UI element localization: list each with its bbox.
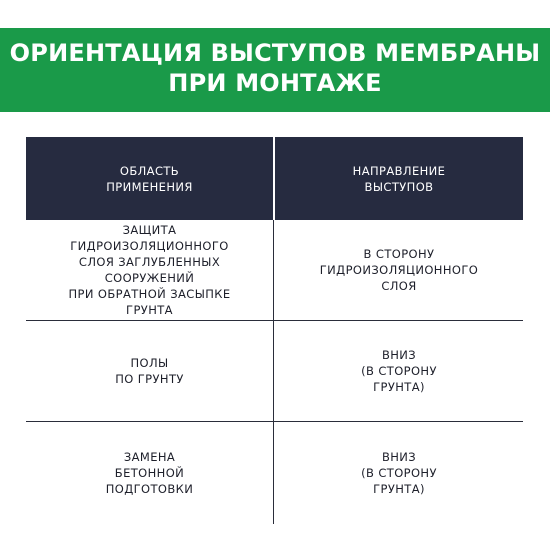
cell-text: ПОДГОТОВКИ <box>105 482 194 496</box>
table-row-2-application <box>26 321 273 421</box>
page-title-line-1: ОРИЕНТАЦИЯ ВЫСТУПОВ МЕМБРАНЫ <box>9 39 541 67</box>
header-text: ВЫСТУПОВ <box>364 179 434 194</box>
table-row-1-application <box>26 220 273 320</box>
cell-text: ГИДРОИЗОЛЯЦИОННОГО <box>319 263 479 277</box>
cell-text: ГРУНТА) <box>373 482 425 496</box>
table-row-2-direction <box>275 321 523 421</box>
header-cell-direction <box>275 137 523 220</box>
cell-text: ПО ГРУНТУ <box>115 372 184 386</box>
cell-text: ГРУНТА) <box>373 380 425 394</box>
table-row-3-application <box>26 422 273 524</box>
table-row-3-direction <box>275 422 523 524</box>
orientation-table <box>26 137 523 524</box>
header-text: НАПРАВЛЕНИЕ <box>352 163 446 178</box>
cell-text: ГРУНТА <box>126 303 173 317</box>
cell-text: ЗАЩИТА <box>122 223 177 237</box>
header-cell-application <box>26 137 273 220</box>
cell-text: ПОЛЫ <box>130 356 169 370</box>
cell-text: ПРИ ОБРАТНОЙ ЗАСЫПКЕ <box>68 287 231 301</box>
header-text: ОБЛАСТЬ <box>119 163 180 178</box>
title-banner <box>0 28 550 112</box>
column-divider <box>273 220 274 524</box>
table-row-1-direction <box>275 220 523 320</box>
cell-text: (В СТОРОНУ <box>361 364 437 378</box>
cell-text: ЗАМЕНА <box>123 450 176 464</box>
table-header-row <box>26 137 523 220</box>
cell-text: (В СТОРОНУ <box>361 466 437 480</box>
page-title-line-2: ПРИ МОНТАЖЕ <box>168 69 382 97</box>
cell-text: СООРУЖЕНИЙ <box>104 271 195 285</box>
cell-text: В СТОРОНУ <box>363 247 435 261</box>
cell-text: БЕТОННОЙ <box>114 466 185 480</box>
cell-text: ВНИЗ <box>381 450 417 464</box>
cell-text: СЛОЯ ЗАГЛУБЛЕННЫХ <box>78 255 221 269</box>
cell-text: ВНИЗ <box>381 348 417 362</box>
cell-text: СЛОЯ <box>381 279 417 293</box>
cell-text: ГИДРОИЗОЛЯЦИОННОГО <box>70 239 229 253</box>
header-text: ПРИМЕНЕНИЯ <box>106 179 193 194</box>
